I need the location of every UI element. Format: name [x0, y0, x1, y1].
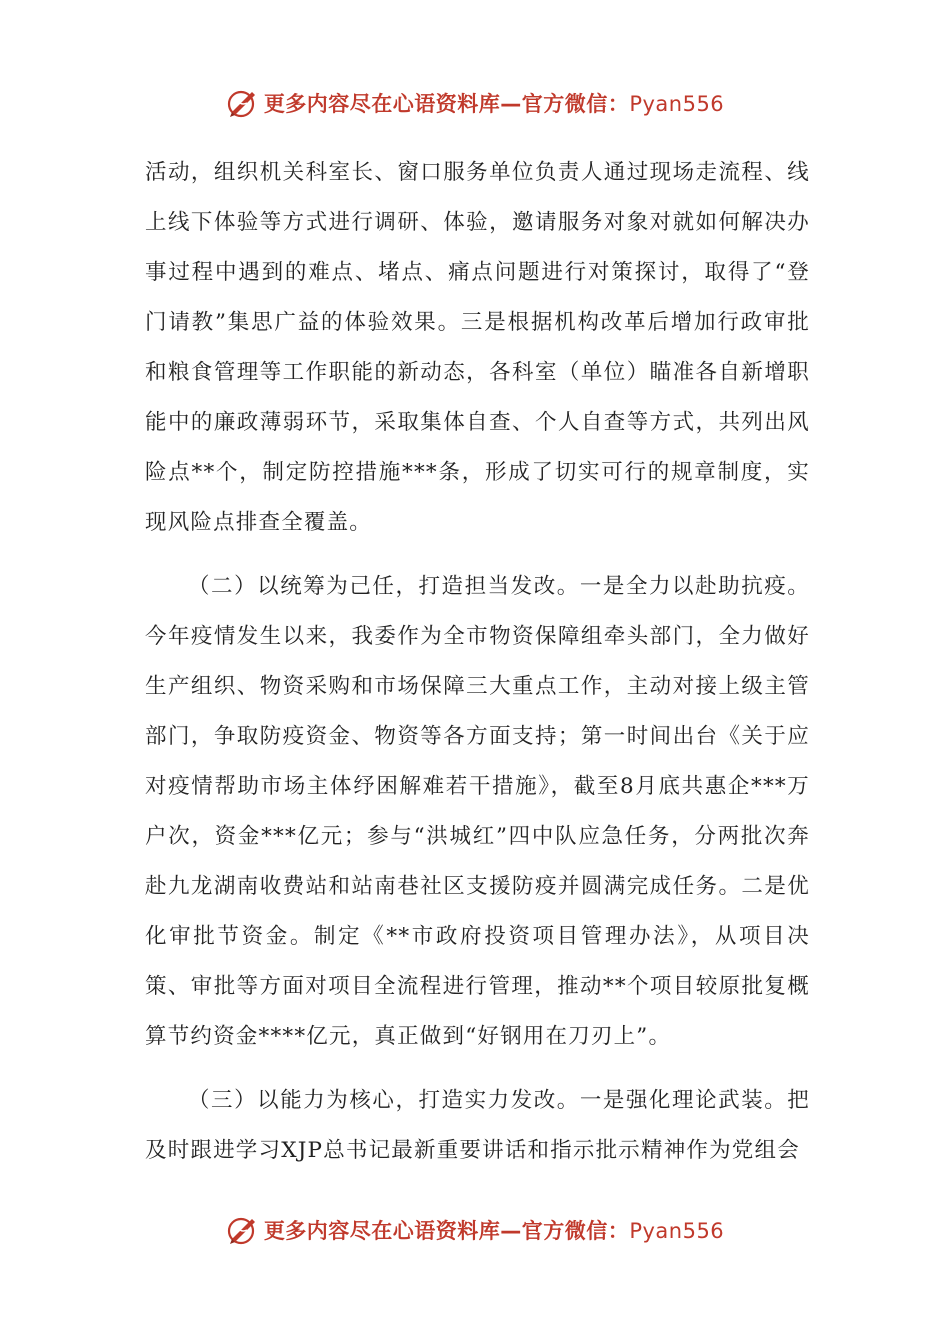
watermark-brand: 更多内容尽在心语资料库—官方微信：: [263, 92, 630, 116]
paragraph-2: （二）以统筹为己任，打造担当发改。一是全力以赴助抗疫。今年疫情发生以来，我委作为全市物资保障组牵头部门，全力做好生产组织、物资采购和市场保障三大重点工作，主动对接上级主管部门，争取防疫资金、物资等各方面支持；第一时间出台《关于应对疫情帮助市场主体纾困解难若干措施》，截至8月底共惠企***万户次，资金***亿元；参与“洪城红”四中队应急任务，分两批次奔赴九龙湖南收费站和站南巷社区支援防疫并圆满完成任务。二是优化审批节资金。制定《**市政府投资项目管理办法》，从项目决策、审批等方面对项目全流程进行管理，推动**个项目较原批复概算节约资金****亿元，真正做到“好钢用在刀刃上”。: [145, 574, 810, 1049]
watermark-text: [264, 1215, 724, 1245]
header-watermark: [0, 83, 950, 123]
pen-logo-icon: [226, 86, 260, 120]
paragraph-1: 活动，组织机关科室长、窗口服务单位负责人通过现场走流程、线上线下体验等方式进行调研、体验，邀请服务对象对就如何解决办事过程中遇到的难点、堵点、痛点问题进行对策探讨，取得了“登门请教”集思广益的体验效果。三是根据机构改革后增加行政审批和粮食管理等工作职能的新动态，各科室（单位）瞄准各自新增职能中的廉政薄弱环节，采取集体自查、个人自查等方式，共列出风险点**个，制定防控措施***条，形成了切实可行的规章制度，实现风险点排查全覆盖。: [145, 160, 810, 535]
paragraph-3: （三）以能力为核心，打造实力发改。一是强化理论武装。把及时跟进学习XJP总书记最新重要讲话和指示批示精神作为党组会: [145, 1088, 810, 1163]
watermark-account: Pyan556: [629, 1219, 725, 1243]
watermark-brand: 更多内容尽在心语资料库—官方微信：: [263, 1219, 630, 1243]
footer-watermark: [0, 1210, 950, 1250]
watermark-text: [264, 88, 724, 118]
pen-logo-icon: [226, 1213, 260, 1247]
watermark-account: Pyan556: [629, 92, 725, 116]
document-body: [145, 148, 810, 1176]
